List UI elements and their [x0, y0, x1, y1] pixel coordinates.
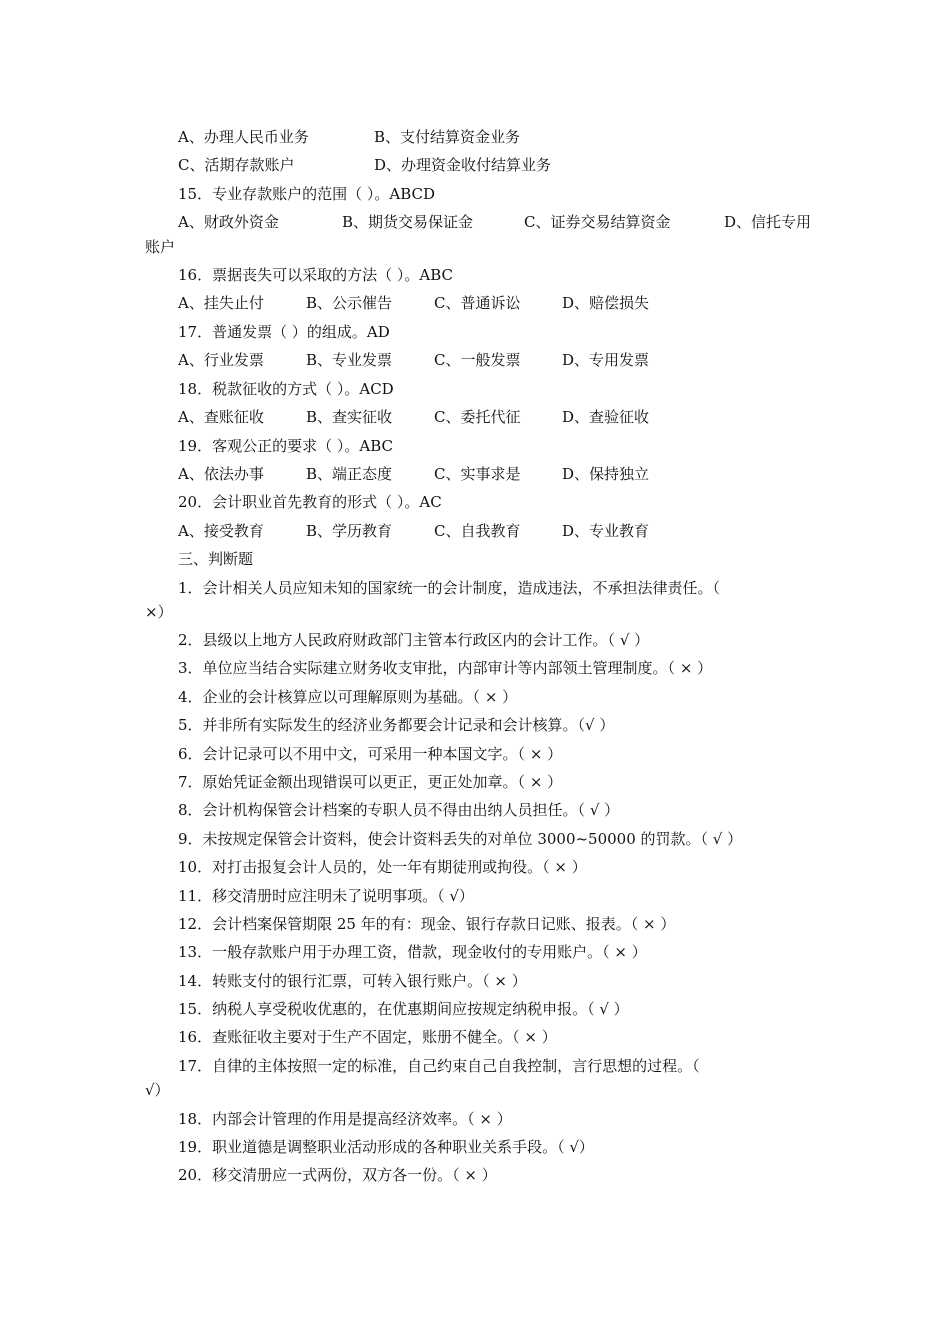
option-b: B、查实征收: [306, 408, 393, 426]
option-c: C、一般发票: [434, 351, 521, 369]
option-c: C、活期存款账户: [178, 156, 295, 174]
judgment-6: 6．会计记录可以不用中文，可采用一种本国文字。（ × ）: [178, 745, 563, 763]
option-c: C、委托代征: [434, 408, 521, 426]
option-d: D、办理资金收付结算业务: [374, 156, 552, 174]
option-b: B、期货交易保证金: [342, 213, 474, 231]
option-c: C、自我教育: [434, 522, 521, 540]
judgment-1: 1．会计相关人员应知未知的国家统一的会计制度，造成违法，不承担法律责任。（: [178, 579, 721, 597]
option-c: C、证券交易结算资金: [524, 213, 671, 231]
question-16: 16．票据丧失可以采取的方法（ ）。ABC: [178, 266, 453, 284]
option-a: A、依法办事: [178, 465, 264, 483]
option-b: B、公示催告: [306, 294, 393, 312]
judgment-14: 14．转账支付的银行汇票，可转入银行账户。（ × ）: [178, 972, 527, 990]
option-a: A、查账征收: [178, 408, 264, 426]
judgment-9: 9．未按规定保管会计资料，使会计资料丢失的对单位 3000~50000 的罚款。（ √ ）: [178, 830, 743, 848]
option-a: A、行业发票: [178, 351, 264, 369]
judgment-17: 17．自律的主体按照一定的标准，自己约束自己自我控制，言行思想的过程。（: [178, 1057, 700, 1075]
option-d: D、赔偿损失: [562, 294, 650, 312]
options-line-1: [178, 125, 520, 149]
question-20-options: [178, 519, 649, 543]
question-15-options: [178, 210, 811, 234]
option-c: C、普通诉讼: [434, 294, 521, 312]
question-19-options: [178, 462, 649, 486]
question-17: 17．普通发票（ ）的组成。AD: [178, 323, 390, 341]
judgment-2: 2．县级以上地方人民政府财政部门主管本行政区内的会计工作。（ √ ）: [178, 631, 650, 649]
option-b: B、专业发票: [306, 351, 393, 369]
judgment-17-cont: √）: [145, 1081, 170, 1099]
question-15: 15．专业存款账户的范围（ ）。ABCD: [178, 185, 435, 203]
option-d: D、专用发票: [562, 351, 650, 369]
judgment-7: 7．原始凭证金额出现错误可以更正，更正处加章。（ × ）: [178, 773, 563, 791]
section-heading-judgment: 三、判断题: [178, 550, 254, 568]
option-a: A、接受教育: [178, 522, 264, 540]
judgment-19: 19．职业道德是调整职业活动形成的各种职业关系手段。（ √）: [178, 1138, 594, 1156]
option-a: A、挂失止付: [178, 294, 264, 312]
question-16-options: [178, 291, 649, 315]
option-d: D、保持独立: [562, 465, 650, 483]
options-line-2: [178, 153, 551, 177]
option-b: B、学历教育: [306, 522, 393, 540]
judgment-15: 15．纳税人享受税收优惠的，在优惠期间应按规定纳税申报。（ √ ）: [178, 1000, 629, 1018]
option-b: B、端正态度: [306, 465, 393, 483]
question-15-options-cont: 账户: [145, 238, 176, 256]
judgment-13: 13．一般存款账户用于办理工资，借款，现金收付的专用账户。（ × ）: [178, 943, 647, 961]
judgment-1-cont: ×）: [145, 603, 173, 621]
judgment-4: 4．企业的会计核算应以可理解原则为基础。（ × ）: [178, 688, 518, 706]
judgment-10: 10．对打击报复会计人员的，处一年有期徒刑或拘役。（ × ）: [178, 858, 587, 876]
judgment-18: 18．内部会计管理的作用是提高经济效率。（ × ）: [178, 1110, 512, 1128]
question-18: 18．税款征收的方式（ ）。ACD: [178, 380, 394, 398]
judgment-16: 16．查账征收主要对于生产不固定，账册不健全。（ × ）: [178, 1028, 557, 1046]
option-b: B、支付结算资金业务: [374, 128, 521, 146]
judgment-20: 20．移交清册应一式两份，双方各一份。（ × ）: [178, 1166, 497, 1184]
judgment-3: 3．单位应当结合实际建立财务收支审批，内部审计等内部领土管理制度。（ × ）: [178, 659, 713, 677]
option-c: C、实事求是: [434, 465, 521, 483]
question-18-options: [178, 405, 649, 429]
judgment-12: 12．会计档案保管期限 25 年的有：现金、银行存款日记账、报表。（ × ）: [178, 915, 676, 933]
option-d: D、信托专用: [724, 213, 812, 231]
option-a: A、财政外资金: [178, 213, 279, 231]
judgment-5: 5．并非所有实际发生的经济业务都要会计记录和会计核算。（√ ）: [178, 716, 615, 734]
option-a: A、办理人民币业务: [178, 128, 309, 146]
option-d: D、专业教育: [562, 522, 650, 540]
option-d: D、查验征收: [562, 408, 650, 426]
judgment-8: 8．会计机构保管会计档案的专职人员不得由出纳人员担任。（ √ ）: [178, 801, 620, 819]
question-17-options: [178, 348, 649, 372]
question-20: 20．会计职业首先教育的形式（ ）。AC: [178, 493, 442, 511]
judgment-11: 11．移交清册时应注明未了说明事项。（ √）: [178, 887, 474, 905]
question-19: 19．客观公正的要求（ ）。ABC: [178, 437, 393, 455]
